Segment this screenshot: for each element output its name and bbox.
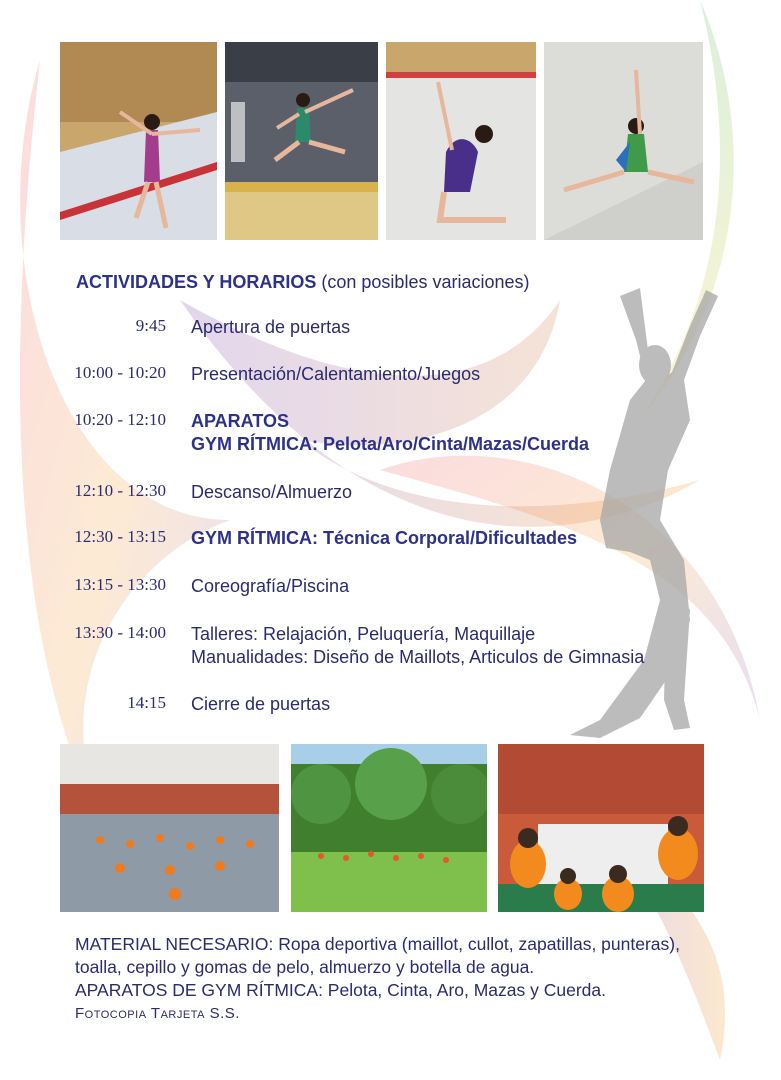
schedule-activity: Presentación/Calentamiento/Juegos — [191, 364, 481, 384]
photo-gym-hall-stretching — [60, 744, 279, 912]
schedule-time: 12:30 - 13:15 — [74, 527, 166, 546]
photo-gymnast-backbend — [386, 42, 536, 240]
schedule-time: 13:30 - 14:00 — [74, 623, 166, 642]
schedule-activity: Apertura de puertas — [191, 317, 351, 337]
schedule-heading-note: (con posibles variaciones) — [321, 272, 530, 292]
schedule-activity: Coreografía/Piscina — [191, 576, 350, 596]
schedule-heading-title: ACTIVIDADES Y HORARIOS — [76, 272, 317, 292]
ribbon-lower — [380, 456, 760, 720]
footer-requirements — [75, 933, 755, 1025]
schedule-activity: Cierre de puertas — [191, 694, 331, 714]
footer-apparatus-line: APARATOS DE GYM RÍTMICA: Pelota, Cinta, Aro, Mazas y Cuerda. — [75, 980, 606, 1000]
photo-gymnast-split — [544, 42, 703, 240]
schedule-activity: APARATOS — [191, 411, 290, 431]
photo-outdoor-park-activity — [291, 744, 487, 912]
photo-crafts-workshop — [498, 744, 704, 912]
schedule-heading — [76, 272, 530, 293]
schedule-time: 14:15 — [127, 693, 166, 712]
schedule-time: 9:45 — [135, 316, 166, 335]
schedule-time: 10:00 - 10:20 — [74, 363, 166, 382]
schedule-time: 10:20 - 12:10 — [74, 410, 166, 429]
schedule-time: 12:10 - 12:30 — [74, 481, 166, 500]
footer-material-line: MATERIAL NECESARIO: Ropa deportiva (maillot, cullot, zapatillas, punteras), — [75, 934, 680, 954]
schedule-time: 13:15 - 13:30 — [74, 575, 166, 594]
schedule-activity-line2: Manualidades: Diseño de Maillots, Articulos de Gimnasia — [191, 647, 645, 667]
photo-gymnast-pose-1 — [60, 42, 217, 240]
schedule-activity: GYM RÍTMICA: Técnica Corporal/Dificultades — [191, 528, 578, 548]
photo-gymnast-leap — [225, 42, 378, 240]
footer-material-line-2: toalla, cepillo y gomas de pelo, almuerzo y botella de agua. — [75, 957, 535, 977]
schedule-activity-line2: GYM RÍTMICA: Pelota/Aro/Cinta/Mazas/Cuerda — [191, 434, 590, 454]
schedule-activity: Talleres: Relajación, Peluquería, Maquillaje — [191, 624, 536, 644]
footer-photocopy-note: Fotocopia Tarjeta S.S. — [75, 1005, 240, 1022]
schedule-activity: Descanso/Almuerzo — [191, 482, 353, 502]
